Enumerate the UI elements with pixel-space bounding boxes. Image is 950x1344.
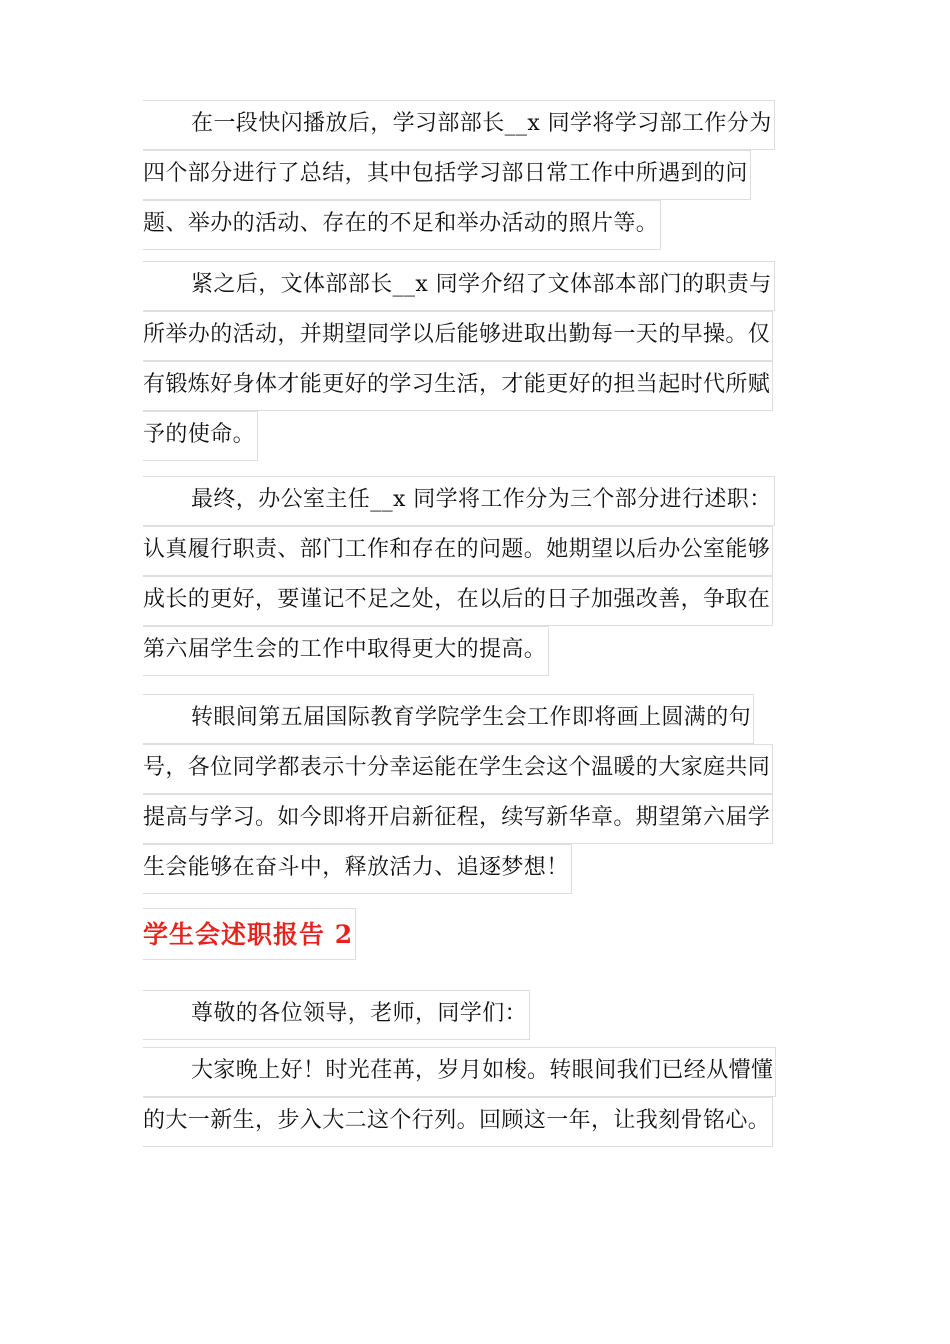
text-line: 尊敬的各位领导，老师，同学们：: [143, 990, 530, 1040]
text-line: 题、举办的活动、存在的不足和举办活动的照片等。: [143, 200, 661, 250]
text-line: 最终，办公室主任__x 同学将工作分为三个部分进行述职：: [143, 476, 775, 526]
paragraph-4: [143, 694, 813, 894]
text-line: 提高与学习。如今即将开启新征程，续写新华章。期望第六届学: [143, 794, 773, 844]
text-line: 大家晚上好！时光荏苒，岁月如梭。转眼间我们已经从懵懂: [143, 1047, 776, 1097]
text-line: 号，各位同学都表示十分幸运能在学生会这个温暖的大家庭共同: [143, 744, 773, 794]
text-line: 认真履行职责、部门工作和存在的问题。她期望以后办公室能够: [143, 526, 773, 576]
text-line: 在一段快闪播放后，学习部部长__x 同学将学习部工作分为: [143, 100, 775, 150]
text-line: 生会能够在奋斗中，释放活力、追逐梦想！: [143, 844, 572, 894]
section-heading: 学生会述职报告 2: [143, 908, 356, 960]
text-line: 有锻炼好身体才能更好的学习生活，才能更好的担当起时代所赋: [143, 361, 773, 411]
paragraph-5: [143, 1047, 813, 1147]
paragraph-2: [143, 261, 813, 461]
text-line: 成长的更好，要谨记不足之处，在以后的日子加强改善，争取在: [143, 576, 773, 626]
text-line: 予的使命。: [143, 411, 258, 461]
greeting-paragraph: [143, 990, 813, 1040]
text-line: 四个部分进行了总结，其中包括学习部日常工作中所遇到的问: [143, 150, 751, 200]
text-line: 第六届学生会的工作中取得更大的提高。: [143, 626, 549, 676]
text-line: 转眼间第五届国际教育学院学生会工作即将画上圆满的句: [143, 694, 754, 744]
text-line: 所举办的活动，并期望同学以后能够进取出勤每一天的早操。仅: [143, 311, 773, 361]
paragraph-1: [143, 100, 813, 250]
text-line: 的大一新生，步入大二这个行列。回顾这一年，让我刻骨铭心。: [143, 1097, 773, 1147]
paragraph-3: [143, 476, 813, 676]
text-line: 紧之后，文体部部长__x 同学介绍了文体部本部门的职责与: [143, 261, 775, 311]
